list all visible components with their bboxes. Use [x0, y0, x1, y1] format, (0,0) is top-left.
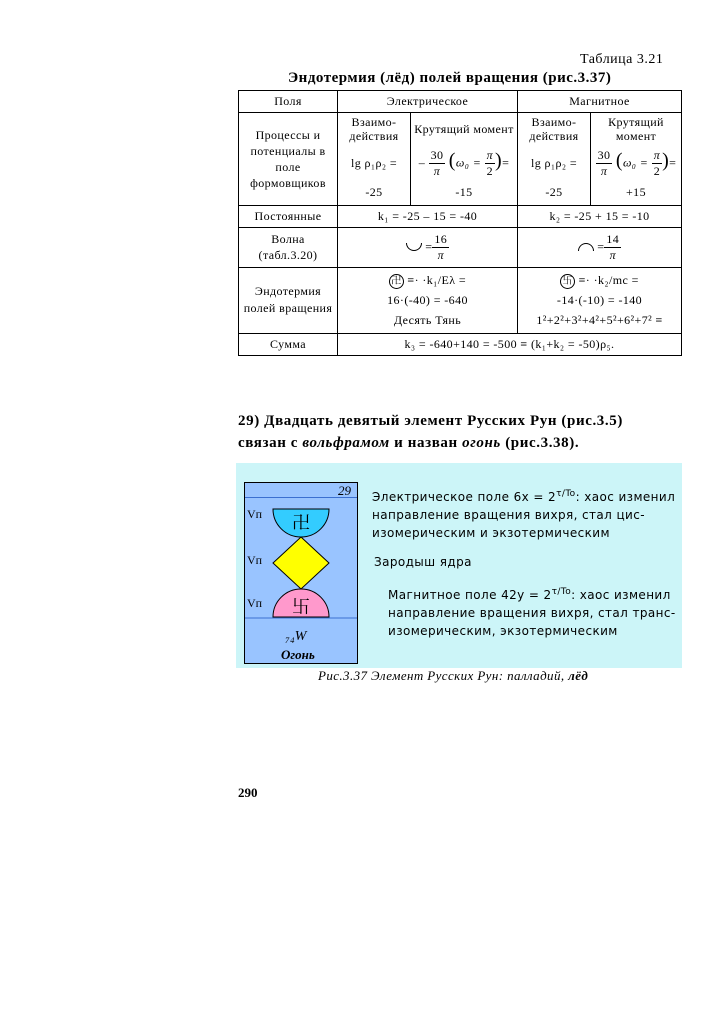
- header-fields: Поля: [239, 91, 338, 113]
- e-torque-value: -15: [411, 181, 518, 205]
- m-torque-value: +15: [591, 181, 682, 205]
- m-torque-header: Крутящий момент: [591, 113, 682, 146]
- rune-number: 29: [338, 483, 351, 498]
- e-constant: k₁ = -25 – 15 = -40: [338, 205, 518, 227]
- table-title: Эндотермия (лёд) полей вращения (рис.3.37): [288, 70, 612, 86]
- swastika-circle-icon: 卍: [389, 274, 404, 289]
- e-wave: = $\frac{16}{\pi}$: [338, 227, 518, 267]
- e-torque-formula: – $\frac{30}{\pi}$ (ω₀ = $\frac{\pi}{2}$ )=: [411, 145, 518, 181]
- sum-label: Сумма: [239, 333, 338, 355]
- processes-label: Процессы и потенциалы в поле формовщиков: [239, 113, 338, 206]
- rune-card: [244, 482, 358, 664]
- sum-value: k₃ = -640+140 = -500 ≡ (k₁+k₂ = -50)ρ₅.: [338, 333, 682, 355]
- page-number: 290: [238, 785, 258, 800]
- rune-text-1: Электрическое поле $6x = 2^{\tau/To}$: хаос изменил направление вращения вихря, стал цис- изомерическим и экзотермическим: [372, 489, 676, 540]
- figure-caption: Рис.3.37 Элемент Русских Рун: палладий, лёд: [318, 668, 589, 683]
- e-lg-formula: lg ρ₁ρ₂ =: [338, 145, 411, 181]
- e-endo: 卍 ≡· ·k₁/Eλ = 16·(-40) = -640 Десять Тянь: [338, 267, 518, 333]
- header-magnetic: Магнитное: [518, 91, 682, 113]
- m-lg-value: -25: [518, 181, 591, 205]
- swastika-icon: 卍: [292, 513, 310, 534]
- e-interaction-header: Взаимо- действия: [338, 113, 411, 146]
- rune-v-label-3: Vп: [247, 596, 263, 610]
- data-table: [238, 90, 682, 356]
- section-heading: [238, 410, 684, 454]
- rune-v-label-1: Vп: [247, 507, 263, 521]
- diamond-shape: [273, 537, 329, 589]
- m-endo: 卐 ≡· ·k₂/mc = -14·(-10) = -140 1²+2²+3²+4²+5²+6²+7² ≡: [518, 267, 682, 333]
- rune-element: ₇₄W: [285, 629, 307, 644]
- swastika-icon: 卐: [292, 597, 310, 618]
- wave-label: Волна (табл.3.20): [239, 227, 338, 267]
- endo-label: Эндотермия полей вращения: [239, 267, 338, 333]
- cup-down-icon: [578, 243, 594, 251]
- header-electric: Электрическое: [338, 91, 518, 113]
- cup-up-icon: [406, 243, 422, 251]
- m-interaction-header: Взаимо- действия: [518, 113, 591, 146]
- m-lg-formula: lg ρ₁ρ₂ =: [518, 145, 591, 181]
- e-torque-header: Крутящий момент: [411, 113, 518, 146]
- swastika-circle-icon: 卐: [560, 274, 575, 289]
- heading-line2: связан с вольфрамом и назван огонь (рис.3.38).: [238, 435, 580, 451]
- constants-label: Постоянные: [239, 205, 338, 227]
- rune-text-3: Магнитное поле $42y = 2^{\tau/To}$: хаос изменил направление вращения вихря, стал транс- изомерическим, экзотермическим: [388, 587, 676, 638]
- e-lg-value: -25: [338, 181, 411, 205]
- rune-name: Огонь: [281, 647, 315, 662]
- rune-v-label-2: Vп: [247, 553, 263, 567]
- m-torque-formula: $\frac{30}{\pi}$ (ω₀ = $\frac{\pi}{2}$ )=: [591, 145, 682, 181]
- heading-line1: 29) Двадцать девятый элемент Русских Рун (рис.3.5): [238, 413, 623, 429]
- rune-text-2: Зародыш ядра: [374, 555, 472, 569]
- m-constant: k₂ = -25 + 15 = -10: [518, 205, 682, 227]
- m-wave: = $\frac{14}{\pi}$: [518, 227, 682, 267]
- table-caption: Таблица 3.21: [580, 52, 664, 67]
